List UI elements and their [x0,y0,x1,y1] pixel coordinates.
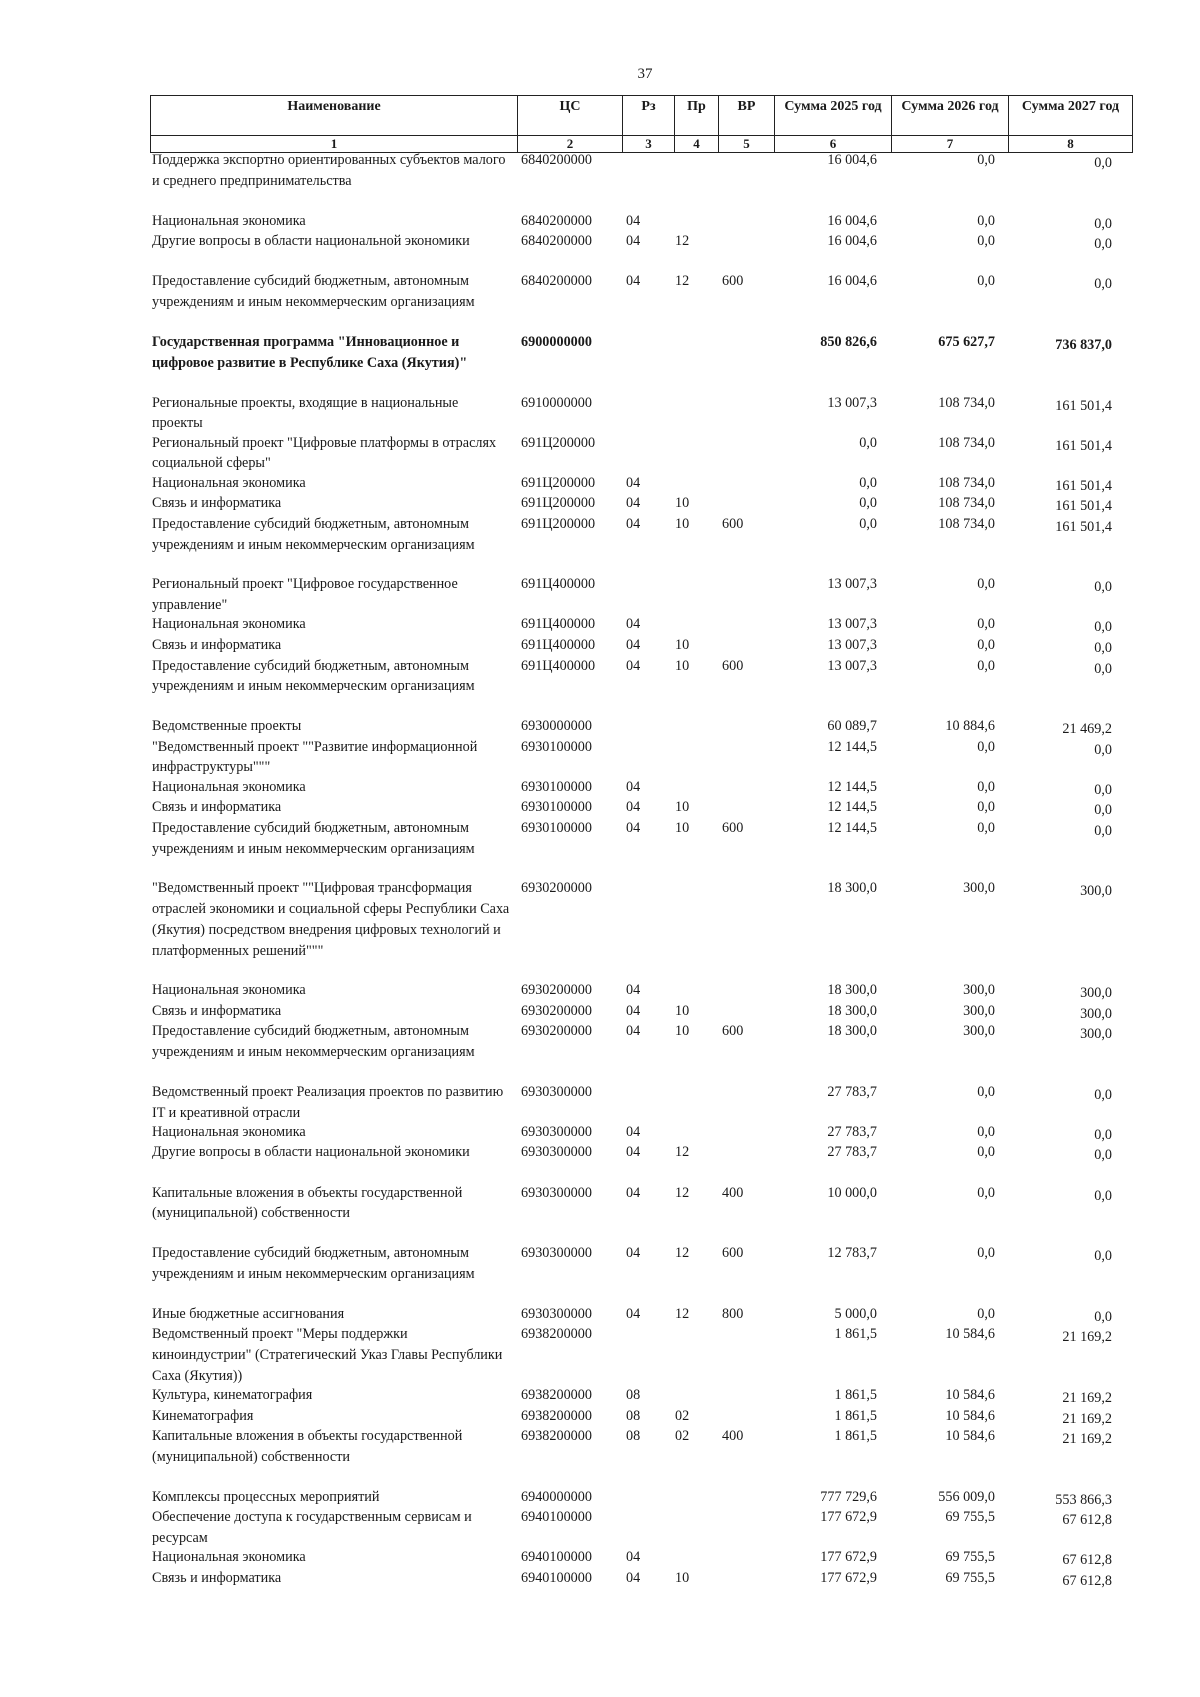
row-sum-2027: 161 501,4 [1055,477,1112,494]
row-name: Национальная экономика [152,778,306,795]
row-sum-2027: 0,0 [1094,822,1112,839]
row-name: Ведомственные проекты [152,718,302,735]
row-name: Связь и информатика [152,799,282,816]
row-vr-code: 600 [722,1245,744,1262]
row-sum-2025: 0,0 [859,515,877,532]
row-rz-code: 04 [626,212,641,229]
row-sum-2025: 177 672,9 [820,1569,877,1586]
row-sum-2025: 0,0 [859,434,877,451]
row-cs-code: 6840200000 [521,233,592,250]
row-name: Национальная экономика [152,982,306,999]
row-sum-2026: 69 755,5 [945,1569,995,1586]
row-sum-2026: 108 734,0 [938,495,995,512]
row-name: Национальная экономика [152,212,306,229]
row-rz-code: 04 [626,233,641,250]
row-sum-2027: 0,0 [1094,236,1112,253]
table-row [0,635,1200,656]
row-sum-2026: 300,0 [963,982,995,999]
row-cs-code: 691Ц400000 [521,637,596,653]
row-name: Комплексы процессных мероприятий [152,1488,380,1505]
row-name: Обеспечение доступа к государственным сервисам и ресурсам [152,1509,472,1546]
row-sum-2027: 67 612,8 [1062,1572,1112,1589]
row-sum-2026: 0,0 [977,616,995,633]
row-sum-2026: 0,0 [977,738,995,755]
row-sum-2027: 0,0 [1094,1187,1112,1204]
row-sum-2026: 675 627,7 [938,333,995,350]
row-cs-code: 6930200000 [521,982,592,999]
row-rz-code: 04 [626,515,641,532]
row-vr-code: 600 [722,273,744,290]
row-name: Национальная экономика [152,1123,306,1140]
row-sum-2027: 161 501,4 [1055,498,1112,515]
row-sum-2025: 12 144,5 [827,778,877,795]
row-name: Связь и информатика [152,1569,282,1586]
table-header [150,95,1133,153]
row-cs-code: 6938200000 [521,1407,592,1424]
col-number: 6 [775,136,892,153]
row-vr-code: 600 [722,515,744,532]
row-sum-2026: 0,0 [977,799,995,816]
row-sum-2025: 1 861,5 [834,1428,877,1445]
row-sum-2027: 21 169,2 [1062,1410,1112,1427]
row-name: Другие вопросы в области национальной экономики [152,233,470,250]
table-row [0,433,1200,473]
row-pr-code: 12 [675,233,690,250]
row-cs-code: 6930300000 [521,1144,592,1161]
row-pr-code: 02 [675,1407,690,1424]
row-name: Национальная экономика [152,474,306,491]
row-sum-2025: 0,0 [859,495,877,512]
row-name: Связь и информатика [152,1002,282,1019]
row-cs-code: 6930300000 [521,1123,592,1140]
row-rz-code: 04 [626,1569,641,1586]
row-sum-2025: 16 004,6 [827,152,877,168]
table-row [0,1568,1200,1589]
row-sum-2026: 10 884,6 [945,718,995,735]
row-rz-code: 04 [626,819,641,836]
row-sum-2026: 108 734,0 [938,394,995,411]
row-sum-2025: 18 300,0 [827,1023,877,1040]
row-sum-2027: 0,0 [1094,640,1112,656]
row-cs-code: 6840200000 [521,212,592,229]
row-sum-2027: 0,0 [1094,741,1112,758]
row-name: Предоставление субсидий бюджетным, автономным учреждениям и иным некоммерческим организациям [152,657,475,695]
table-row [0,1385,1200,1406]
row-sum-2027: 0,0 [1094,781,1112,798]
row-sum-2025: 27 783,7 [827,1083,877,1100]
row-sum-2026: 0,0 [977,819,995,836]
row-name: Региональный проект "Цифровое государственное управление" [152,576,458,614]
row-sum-2025: 13 007,3 [827,637,877,653]
row-cs-code: 691Ц200000 [521,495,596,512]
table-row [0,574,1200,614]
row-pr-code: 12 [675,1184,690,1201]
row-rz-code: 04 [626,1123,641,1140]
row-sum-2025: 1 861,5 [834,1326,877,1343]
row-vr-code: 600 [722,1023,744,1040]
row-sum-2027: 21 169,2 [1062,1389,1112,1406]
table-row [0,473,1200,494]
row-cs-code: 6930100000 [521,799,592,816]
row-rz-code: 04 [626,1002,641,1019]
row-cs-code: 6930300000 [521,1245,592,1262]
row-sum-2027: 0,0 [1094,579,1112,596]
col-number: 7 [892,136,1009,153]
row-name: Национальная экономика [152,616,306,633]
table-row [0,211,1200,232]
row-rz-code: 04 [626,616,641,633]
row-rz-code: 04 [626,273,641,290]
table-row [0,1304,1200,1325]
row-sum-2026: 556 009,0 [938,1488,995,1505]
row-sum-2025: 18 300,0 [827,982,877,999]
row-sum-2027: 0,0 [1094,1308,1112,1325]
row-name: Ведомственный проект "Меры поддержки киноиндустрии" (Стратегический Указ Главы Республики Саха (Якутия)) [152,1326,503,1384]
col-name-header: Наименование [151,96,518,136]
row-cs-code: 6940100000 [521,1549,592,1566]
table-row [0,393,1200,433]
row-sum-2027: 300,0 [1080,1026,1112,1043]
row-vr-code: 600 [722,657,744,674]
row-vr-code: 600 [722,819,744,836]
row-sum-2025: 13 007,3 [827,616,877,633]
row-vr-code: 400 [722,1184,744,1201]
row-sum-2025: 27 783,7 [827,1123,877,1140]
table-body [0,150,1200,1588]
col-rz-header: Рз [623,96,675,136]
row-cs-code: 6940100000 [521,1509,592,1526]
row-name: Связь и информатика [152,637,282,653]
row-sum-2026: 69 755,5 [945,1549,995,1566]
row-sum-2027: 0,0 [1094,802,1112,819]
row-sum-2026: 300,0 [963,880,995,897]
row-sum-2025: 13 007,3 [827,657,877,674]
row-cs-code: 6930100000 [521,819,592,836]
table-row [0,332,1200,393]
row-sum-2027: 21 169,2 [1062,1431,1112,1448]
row-name: Государственная программа "Инновационное и цифровое развитие в Республике Саха (Якутия)" [152,333,468,371]
row-name: Культура, кинематография [152,1386,313,1403]
col-cs-header: ЦС [518,96,623,136]
row-sum-2025: 777 729,6 [820,1488,877,1505]
row-sum-2025: 18 300,0 [827,880,877,897]
row-cs-code: 6840200000 [521,152,592,168]
row-sum-2025: 12 144,5 [827,819,877,836]
row-sum-2026: 10 584,6 [945,1407,995,1424]
col-sum2027-header: Сумма 2027 год [1009,96,1133,136]
row-cs-code: 6900000000 [521,333,592,350]
row-rz-code: 04 [626,657,641,674]
row-sum-2025: 12 783,7 [827,1245,877,1262]
row-sum-2026: 108 734,0 [938,434,995,451]
row-name: Иные бюджетные ассигнования [152,1305,345,1322]
row-sum-2025: 16 004,6 [827,212,877,229]
row-rz-code: 08 [626,1407,641,1424]
table-row [0,231,1200,271]
table-row [0,818,1200,879]
row-sum-2027: 0,0 [1094,276,1112,293]
row-sum-2027: 0,0 [1094,1248,1112,1265]
row-sum-2027: 161 501,4 [1055,397,1112,414]
row-sum-2025: 16 004,6 [827,233,877,250]
table-row [0,1547,1200,1568]
col-number: 5 [719,136,775,153]
table-row [0,1406,1200,1427]
col-number: 3 [623,136,675,153]
table-row [0,737,1200,777]
row-cs-code: 6938200000 [521,1428,592,1445]
row-cs-code: 6940000000 [521,1488,592,1505]
row-sum-2026: 69 755,5 [945,1509,995,1526]
row-sum-2026: 0,0 [977,212,995,229]
row-sum-2026: 108 734,0 [938,515,995,532]
row-sum-2025: 177 672,9 [820,1509,877,1526]
row-sum-2026: 10 584,6 [945,1428,995,1445]
col-pr-header: Пр [675,96,719,136]
row-cs-code: 6840200000 [521,273,592,290]
row-sum-2026: 0,0 [977,637,995,653]
table-row [0,1021,1200,1082]
row-cs-code: 6930000000 [521,718,592,735]
row-name: Национальная экономика [152,1549,306,1566]
row-rz-code: 04 [626,1245,641,1262]
row-rz-code: 04 [626,474,641,491]
row-sum-2025: 5 000,0 [834,1305,877,1322]
col-number: 4 [675,136,719,153]
row-rz-code: 04 [626,495,641,512]
row-pr-code: 10 [675,799,690,816]
row-rz-code: 04 [626,1023,641,1040]
row-sum-2027: 0,0 [1094,619,1112,636]
table-row [0,797,1200,818]
row-sum-2026: 108 734,0 [938,474,995,491]
row-name: Предоставление субсидий бюджетным, автономным учреждениям и иным некоммерческим организациям [152,1245,475,1282]
row-sum-2027: 67 612,8 [1062,1552,1112,1569]
row-sum-2027: 300,0 [1080,985,1112,1002]
row-sum-2026: 0,0 [977,273,995,290]
row-cs-code: 691Ц200000 [521,474,596,491]
row-name: Другие вопросы в области национальной экономики [152,1144,470,1161]
row-cs-code: 691Ц200000 [521,434,596,451]
table-row [0,1082,1200,1122]
row-sum-2025: 13 007,3 [827,394,877,411]
row-sum-2026: 300,0 [963,1002,995,1019]
row-pr-code: 10 [675,1002,690,1019]
row-sum-2025: 10 000,0 [827,1184,877,1201]
row-cs-code: 6930200000 [521,1023,592,1040]
table-row [0,1001,1200,1022]
row-sum-2026: 0,0 [977,657,995,674]
row-rz-code: 04 [626,1184,641,1201]
row-rz-code: 04 [626,799,641,816]
row-cs-code: 6938200000 [521,1386,592,1403]
row-sum-2025: 1 861,5 [834,1407,877,1424]
table-row [0,493,1200,514]
row-sum-2026: 300,0 [963,1023,995,1040]
row-cs-code: 6930200000 [521,880,592,897]
table-row [0,777,1200,798]
row-sum-2027: 553 866,3 [1055,1491,1112,1508]
row-name: Предоставление субсидий бюджетным, автономным учреждениям и иным некоммерческим организациям [152,273,475,311]
row-sum-2025: 12 144,5 [827,799,877,816]
row-name: Капитальные вложения в объекты государственной (муниципальной) собственности [152,1184,463,1222]
row-sum-2027: 0,0 [1094,1126,1112,1143]
row-cs-code: 6930100000 [521,778,592,795]
row-cs-code: 691Ц400000 [521,657,596,674]
row-sum-2025: 16 004,6 [827,273,877,290]
row-sum-2025: 18 300,0 [827,1002,877,1019]
table-row [0,614,1200,635]
table-row [0,1324,1200,1385]
row-sum-2027: 0,0 [1094,1086,1112,1103]
row-rz-code: 04 [626,637,641,653]
col-number: 2 [518,136,623,153]
table-row [0,1122,1200,1143]
row-sum-2026: 0,0 [977,1305,995,1322]
row-name: "Ведомственный проект ""Цифровая трансформация отраслей экономики и социальной сферы Республики Саха (Якутия) посредством внедрения цифровых технологий и платформенных решений""" [152,880,510,959]
row-sum-2027: 300,0 [1080,1005,1112,1022]
col-vr-header: ВР [719,96,775,136]
row-cs-code: 6930300000 [521,1083,592,1100]
row-sum-2027: 0,0 [1094,215,1112,232]
row-sum-2025: 850 826,6 [820,333,877,350]
row-pr-code: 12 [675,1144,690,1161]
row-sum-2026: 10 584,6 [945,1386,995,1403]
row-name: Предоставление субсидий бюджетным, автономным учреждениям и иным некоммерческим организациям [152,819,475,857]
row-name: Ведомственный проект Реализация проектов по развитию IT и креативной отрасли [152,1083,504,1121]
row-sum-2027: 0,0 [1094,660,1112,677]
row-rz-code: 04 [626,778,641,795]
row-sum-2026: 0,0 [977,1144,995,1161]
row-sum-2025: 12 144,5 [827,738,877,755]
row-name: Предоставление субсидий бюджетным, автономным учреждениям и иным некоммерческим организациям [152,515,475,553]
row-cs-code: 6930300000 [521,1305,592,1322]
row-sum-2025: 1 861,5 [834,1386,877,1403]
row-sum-2026: 0,0 [977,1083,995,1100]
table-row [0,878,1200,980]
row-rz-code: 04 [626,1305,641,1322]
row-cs-code: 6940100000 [521,1569,592,1586]
row-rz-code: 08 [626,1386,641,1403]
table-row [0,1142,1200,1182]
row-pr-code: 12 [675,1245,690,1262]
row-sum-2027: 21 469,2 [1062,721,1112,738]
row-cs-code: 6930100000 [521,738,592,755]
row-cs-code: 6910000000 [521,394,592,411]
row-rz-code: 04 [626,1144,641,1161]
col-number: 8 [1009,136,1133,153]
row-pr-code: 02 [675,1428,690,1445]
col-number: 1 [151,136,518,153]
row-sum-2027: 21 169,2 [1062,1329,1112,1346]
col-sum2026-header: Сумма 2026 год [892,96,1009,136]
row-name: Капитальные вложения в объекты государственной (муниципальной) собственности [152,1428,463,1465]
row-cs-code: 6938200000 [521,1326,592,1343]
row-sum-2027: 67 612,8 [1062,1512,1112,1529]
row-pr-code: 10 [675,515,690,532]
row-name: Предоставление субсидий бюджетным, автономным учреждениям и иным некоммерческим организациям [152,1023,475,1061]
row-sum-2027: 161 501,4 [1055,518,1112,535]
row-pr-code: 10 [675,1023,690,1040]
table-row [0,1183,1200,1244]
row-pr-code: 10 [675,495,690,512]
row-pr-code: 12 [675,273,690,290]
table-row [0,1243,1200,1304]
row-cs-code: 691Ц400000 [521,576,596,593]
row-sum-2025: 60 089,7 [827,718,877,735]
row-sum-2027: 736 837,0 [1055,336,1112,353]
table-row [0,150,1200,211]
table-row [0,271,1200,332]
row-name: Связь и информатика [152,495,282,512]
table-row [0,514,1200,575]
row-name: "Ведомственный проект ""Развитие информационной инфраструктуры""" [152,738,478,776]
row-sum-2026: 0,0 [977,1123,995,1140]
row-name: Региональные проекты, входящие в национальные проекты [152,394,459,432]
row-sum-2026: 0,0 [977,1245,995,1262]
row-rz-code: 04 [626,982,641,999]
row-pr-code: 10 [675,637,690,653]
row-sum-2027: 300,0 [1080,883,1112,900]
row-sum-2026: 0,0 [977,152,995,168]
row-cs-code: 6930300000 [521,1184,592,1201]
col-sum2025-header: Сумма 2025 год [775,96,892,136]
table-row [0,1507,1200,1547]
row-rz-code: 04 [626,1549,641,1566]
row-vr-code: 800 [722,1305,744,1322]
row-sum-2026: 0,0 [977,233,995,250]
row-sum-2025: 177 672,9 [820,1549,877,1566]
table-row [0,1487,1200,1508]
row-sum-2025: 27 783,7 [827,1144,877,1161]
row-sum-2025: 13 007,3 [827,576,877,593]
row-pr-code: 12 [675,1305,690,1322]
row-sum-2027: 161 501,4 [1055,437,1112,454]
table-row [0,1426,1200,1487]
row-cs-code: 691Ц400000 [521,616,596,633]
row-sum-2026: 0,0 [977,1184,995,1201]
row-rz-code: 08 [626,1428,641,1445]
row-name: Региональный проект "Цифровые платформы в отраслях социальной сферы" [152,434,497,472]
page-number: 37 [637,66,653,82]
row-cs-code: 691Ц200000 [521,515,596,532]
row-name: Кинематография [152,1407,254,1424]
row-pr-code: 10 [675,1569,690,1586]
row-pr-code: 10 [675,819,690,836]
row-pr-code: 10 [675,657,690,674]
table-row [0,980,1200,1001]
row-sum-2025: 0,0 [859,474,877,491]
row-sum-2027: 0,0 [1094,155,1112,171]
row-name: Поддержка экспортно ориентированных субъектов малого и среднего предпринимательства [152,152,506,189]
table-row [0,716,1200,737]
row-cs-code: 6930200000 [521,1002,592,1019]
row-sum-2026: 0,0 [977,576,995,593]
table-row [0,656,1200,717]
row-sum-2027: 0,0 [1094,1147,1112,1164]
row-vr-code: 400 [722,1428,744,1445]
row-sum-2026: 0,0 [977,778,995,795]
row-sum-2026: 10 584,6 [945,1326,995,1343]
